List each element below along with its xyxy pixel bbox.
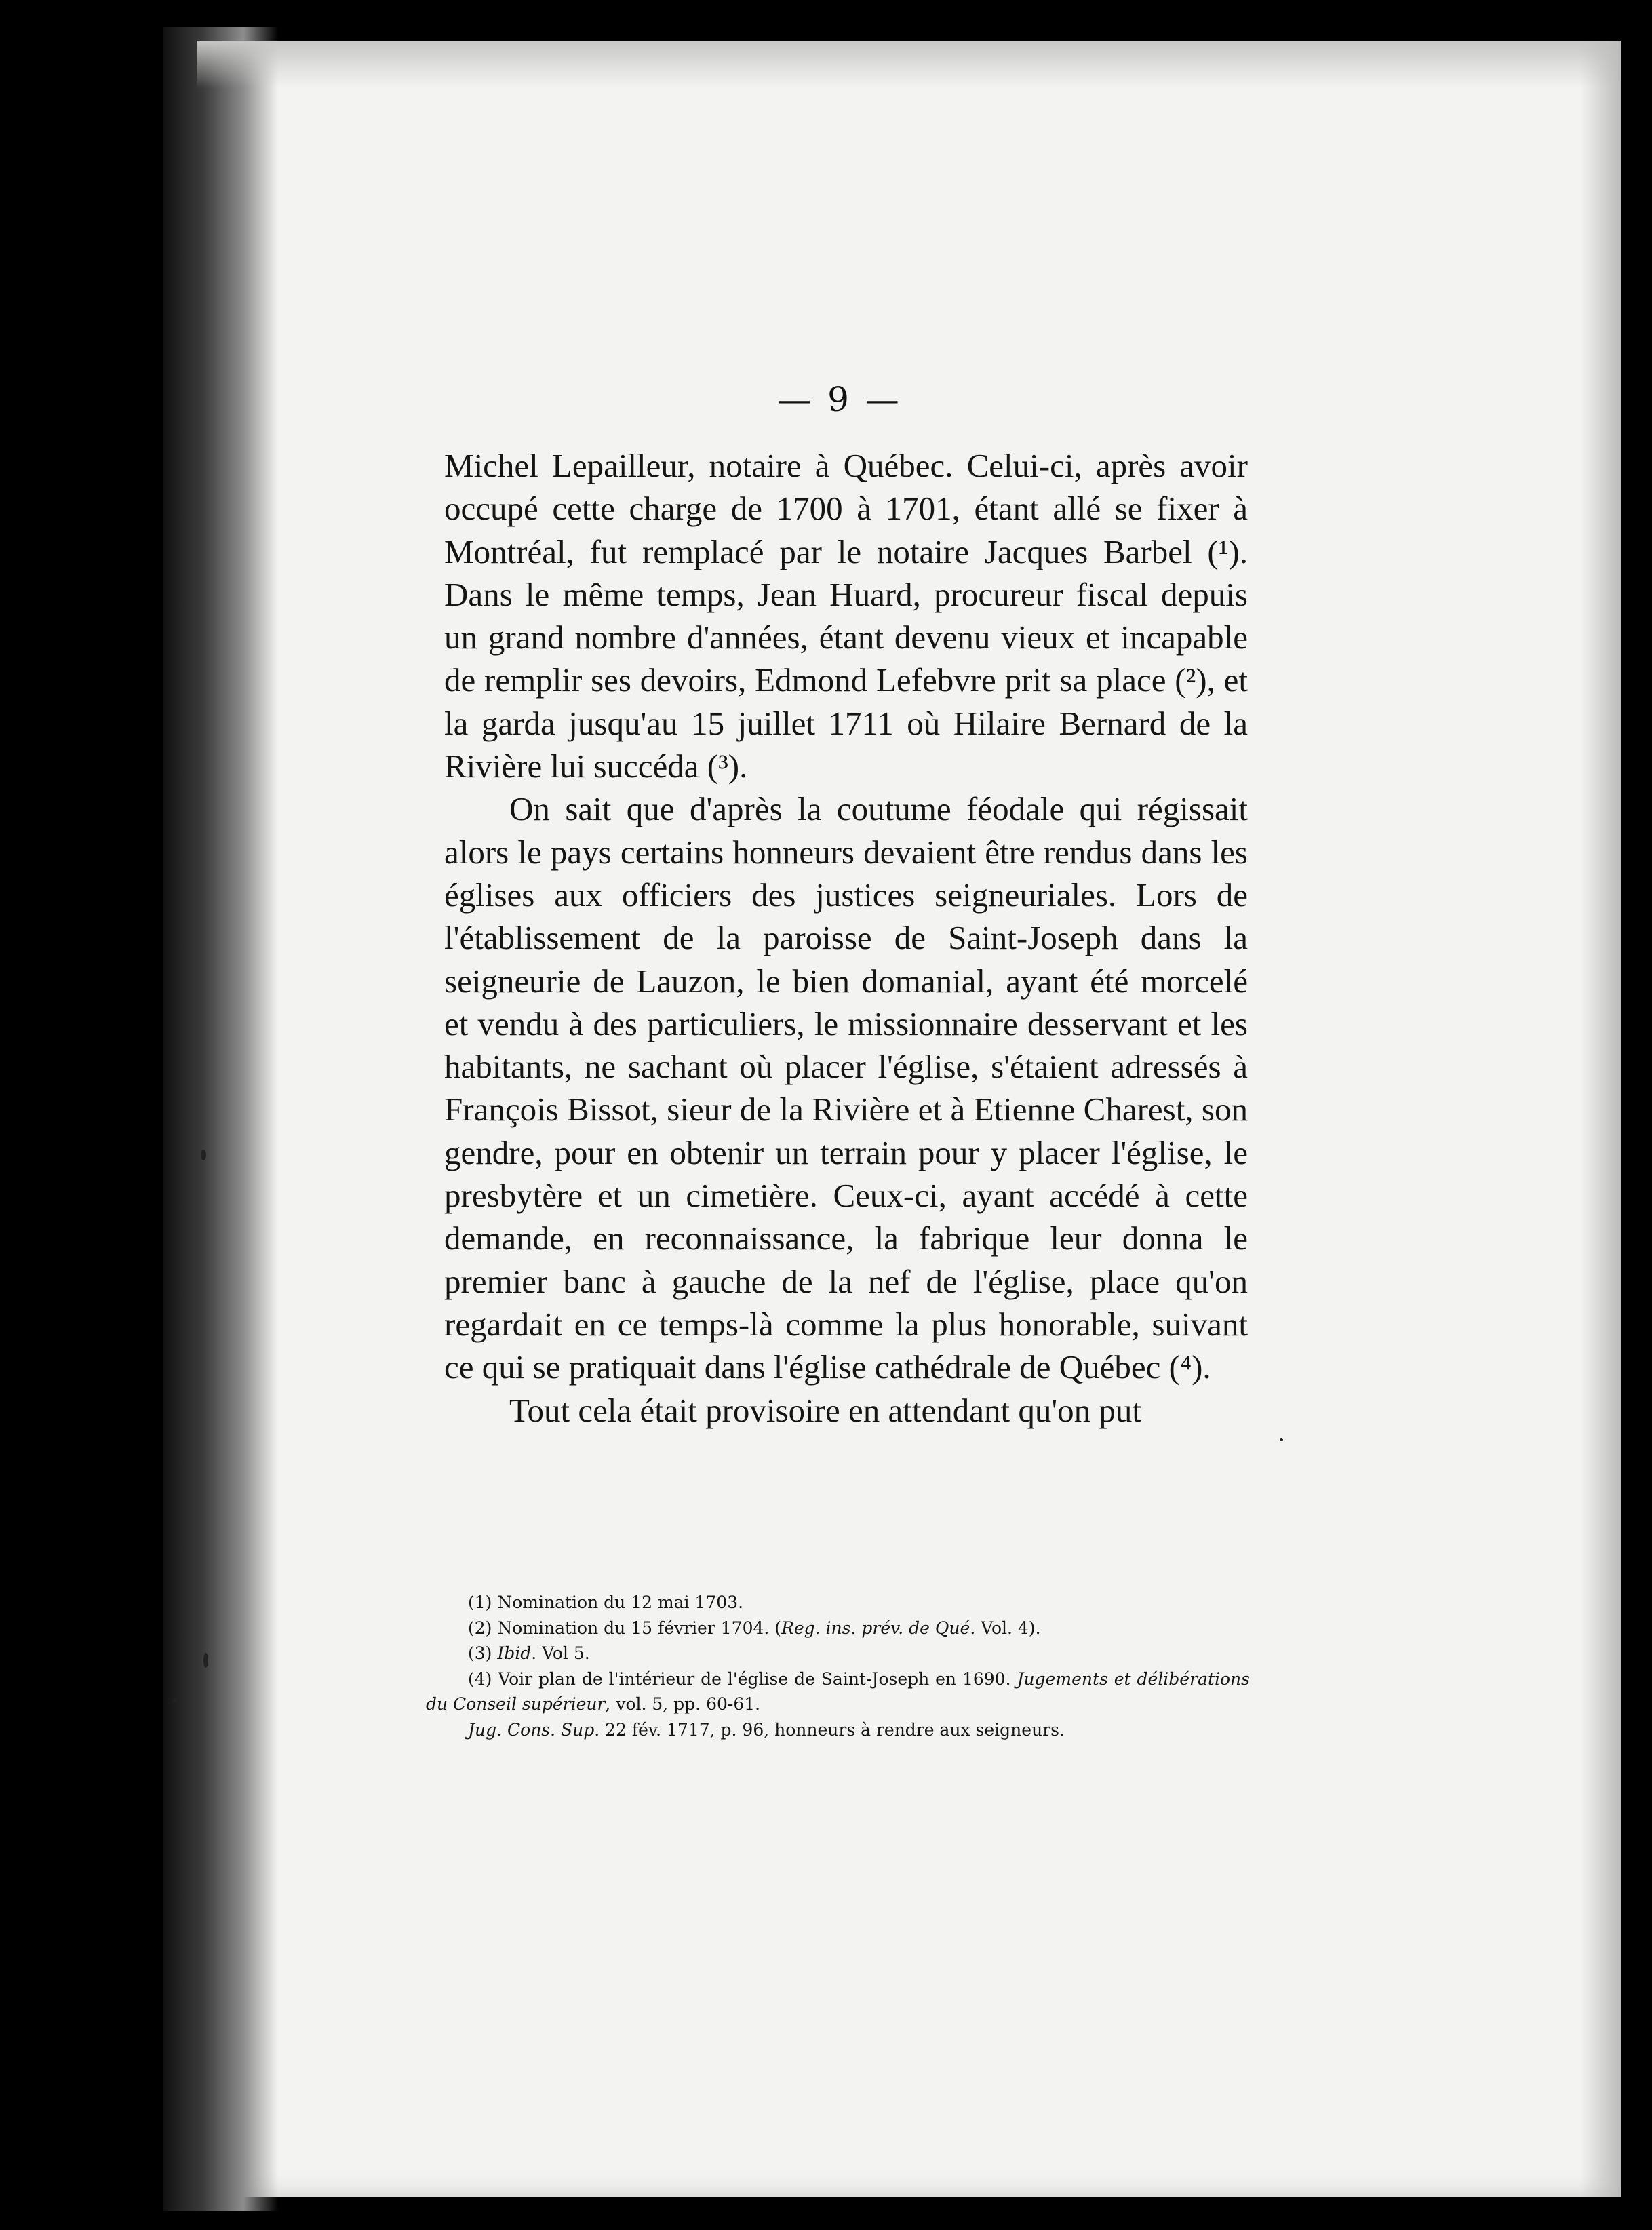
footnote-citation: Ibid	[497, 1643, 532, 1663]
footnote-text: . 22 fév. 1717, p. 96, honneurs à rendre aux seigneurs.	[594, 1719, 1065, 1740]
scan-speck	[1280, 1438, 1283, 1441]
footnote-3	[426, 1641, 1250, 1666]
paragraph: On sait que d'après la coutume féodale qui régissait alors le pays certains honneurs devaient être rendus dans les églises aux officiers des justices seigneuriales. Lors de l'établissement de la paroisse de Saint-Joseph dans la seigneurie de Lauzon, le bien domanial, ayant été morcelé et vendu à des particuliers, le missionnaire desservant et les habitants, ne sachant où placer l'église, s'étaient adressés à François Bissot, sieur de la Rivière et à Etienne Charest, son gendre, pour en obtenir un terrain pour y placer l'église, le presbytère et un cimetière. Ceux-ci, ayant accédé à cette demande, en reconnaissance, la fabrique leur donna le premier banc à gauche de la nef de l'église, place qu'on regardait en ce temps-là comme la plus honorable, suivant ce qui se pratiquait dans l'église cathédrale de Québec (⁴).	[444, 790, 1248, 1386]
footnote-citation: Jug. Cons. Sup	[468, 1719, 595, 1740]
page-right-edge	[1580, 41, 1621, 2197]
scan-speck	[203, 1653, 208, 1668]
footnotes	[426, 1590, 1250, 1742]
footnote-text: (4) Voir plan de l'intérieur de l'église de Saint-Joseph en 1690.	[468, 1668, 1017, 1689]
footnote-4-continued	[426, 1717, 1250, 1743]
footnote-4	[426, 1666, 1250, 1717]
footnote-citation: Reg. ins. prév. de Qué	[781, 1618, 970, 1638]
footnote-text: . Vol. 4).	[970, 1618, 1041, 1638]
footnote-text: (2) Nomination du 15 février 1704. (	[468, 1618, 782, 1638]
footnote-text: (1) Nomination du 12 mai 1703.	[468, 1592, 744, 1612]
page-top-edge	[197, 41, 1621, 88]
footnote-1	[426, 1590, 1250, 1616]
footnote-text: . Vol 5.	[531, 1643, 590, 1663]
footnote-2	[426, 1616, 1250, 1641]
paragraph: Michel Lepailleur, notaire à Québec. Celui-ci, après avoir occupé cette charge de 1700 à 1701, étant allé se fixer à Montréal, fut remplacé par le notaire Jacques Barbel (¹). Dans le même temps, Jean Huard, procureur fiscal depuis un grand nombre d'années, étant devenu vieux et incapable de remplir ses devoirs, Edmond Lefebvre prit sa place (²), et la garda jusqu'au 15 juillet 1711 où Hilaire Bernard de la Rivière lui succéda (³).	[444, 447, 1248, 785]
scan-speck	[173, 1698, 178, 1703]
book-spine-shadow	[163, 27, 278, 2211]
footnote-text: (3)	[468, 1643, 498, 1663]
footnote-text: , vol. 5, pp. 60-61.	[605, 1694, 761, 1714]
paragraph: Tout cela était provisoire en attendant qu'on put	[509, 1391, 1142, 1429]
page-number: — 9 —	[777, 380, 902, 419]
body-text	[444, 444, 1248, 1432]
scan-speck	[201, 1150, 206, 1160]
footnote-citation: Jugements et délibérations du Conseil supérieur	[426, 1668, 1250, 1714]
